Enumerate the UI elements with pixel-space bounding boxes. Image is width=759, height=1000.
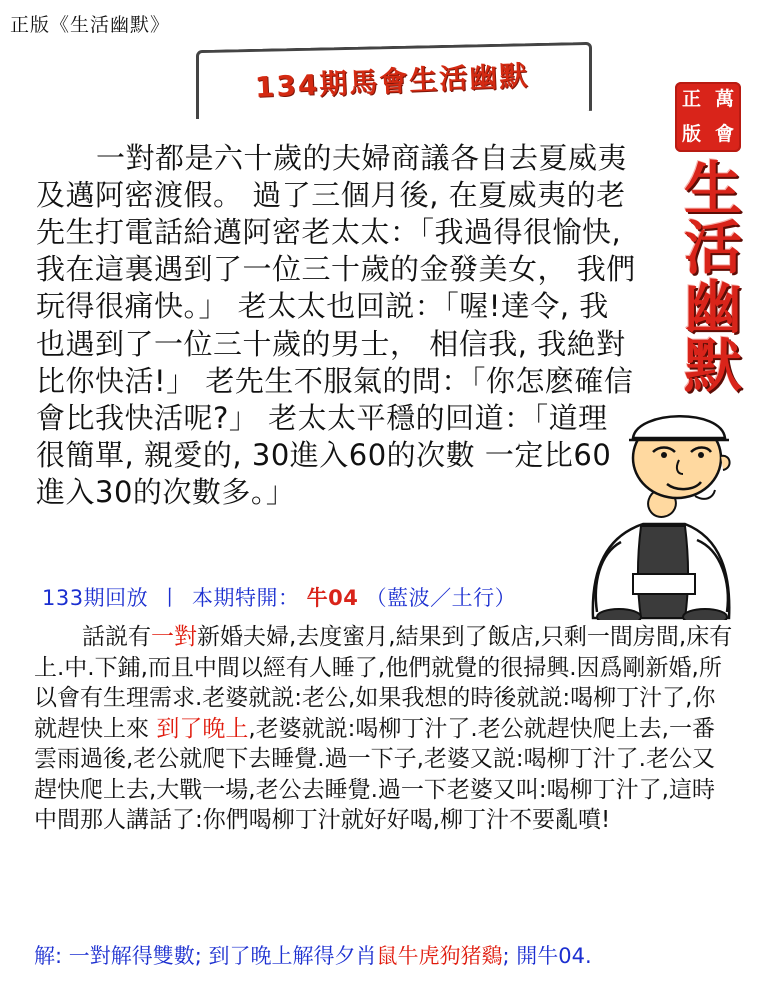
- cartoon-illustration: [545, 398, 755, 620]
- red-seal-stamp: [675, 82, 741, 152]
- story2-part3: ,老婆就説:喝柳丁汁了.老公就趕快爬上去,一番雲雨過後,老公就爬下去睡覺.過一下子,老婆又説:喝柳丁汁了.老公又趕快爬上去,大戰一場,老公去睡覺.過一下老婆又叫:喝柳丁汁了,這時中間那人講話了:你們喝柳丁汁就好好喝,柳丁汁不要亂噴!: [34, 715, 715, 834]
- story2-highlight1: 一對: [151, 624, 197, 650]
- vertical-title-char-4: 默: [683, 332, 742, 401]
- vertical-title: [675, 155, 751, 401]
- banner-title: 134期馬會生活幽默: [254, 59, 530, 104]
- special-note: （藍波／土行）: [365, 586, 517, 610]
- special-label: 本期特開：: [191, 586, 300, 610]
- answer-text-1: 一對解得雙數; 到了晚上解得夕肖: [68, 944, 377, 968]
- vertical-title-char-2: 活: [683, 214, 742, 283]
- special-value: 牛04: [306, 586, 359, 610]
- seal-char-4: 會: [714, 123, 734, 145]
- banner: [196, 46, 586, 116]
- vertical-title-char-1: 生: [683, 155, 742, 223]
- page-top-label: 正版《生活幽默》: [10, 14, 171, 36]
- main-story-text: 一對都是六十歲的夫婦商議各自去夏威夷及邁阿密渡假。 過了三個月後, 在夏威夷的老先生打電話給邁阿密老太太：「我過得很愉快, 我在這裏遇到了一位三十歲的金發美女， 我們玩得很痛快。」 老太太也回説：「喔!達令, 我也遇到了一位三十歲的男士， 相信我, 我絶對比你快活!」 老先生不服氣的問：「你怎麽確信會比我快活呢?」 老太太平穩的回道：「道理很簡單, 親愛的, 30進入60的次數 一定比60進入30的次數多。」: [36, 141, 636, 509]
- seal-char-1: 正: [682, 88, 702, 110]
- answer-text-2: ; 開牛04.: [502, 944, 592, 968]
- vertical-title-char-3: 幽: [683, 273, 742, 342]
- answer-label: 解:: [34, 944, 63, 968]
- seal-char-3: 版: [682, 123, 702, 145]
- answer-zodiacs: 鼠牛虎狗猪鷄: [376, 944, 503, 968]
- story2-highlight2: 到了晚上: [156, 715, 249, 742]
- issue-info-line: [42, 582, 516, 612]
- answer-line: [34, 940, 744, 970]
- secondary-story-text: [34, 622, 734, 836]
- seal-char-2: 萬: [714, 88, 734, 110]
- info-separator: 丨: [159, 586, 181, 610]
- story2-part2: 新婚夫婦,去度蜜月,結果到了飯店,只剩一間房間,床有上.中.下鋪,而且中間以經有人睡了,他們就覺的很掃興.因爲剛新婚,所以會有生理需求.老婆就説:老公,如果我想的時後就説:喝柳丁汁了,你就趕快上來: [34, 624, 733, 742]
- previous-issue-replay: 133期回放: [42, 586, 149, 610]
- story2-part1: 話説有: [82, 624, 151, 650]
